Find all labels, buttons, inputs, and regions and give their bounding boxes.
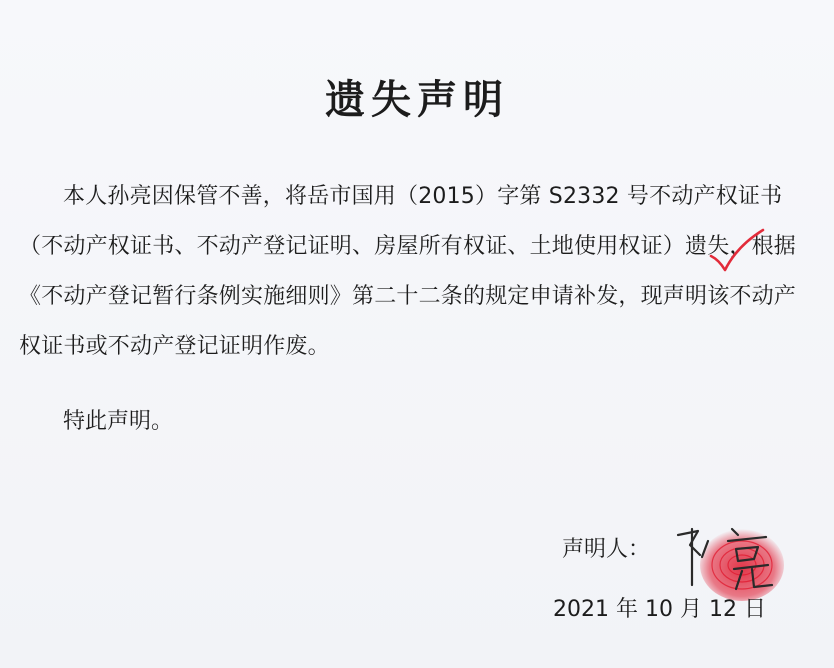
- check-mark-icon: [707, 226, 767, 278]
- closing-text: 特此声明。: [63, 409, 174, 434]
- statement-body: [19, 172, 811, 372]
- declarant-label: 声明人：: [562, 537, 651, 562]
- statement-date: 2021 年 10 月 12 日: [553, 597, 766, 622]
- page-title: 遗失声明: [325, 77, 509, 123]
- statement-paragraph: 本人孙亮因保管不善，将岳市国用（2015）字第 S2332 号不动产权证书（不动产权证书、不动产登记证明、房屋所有权证、土地使用权证）遗失，根据《不动产登记暂行条例实施细则》第二十二条的规定申请补发，现声明该不动产权证书或不动产登记证明作废。: [19, 184, 797, 359]
